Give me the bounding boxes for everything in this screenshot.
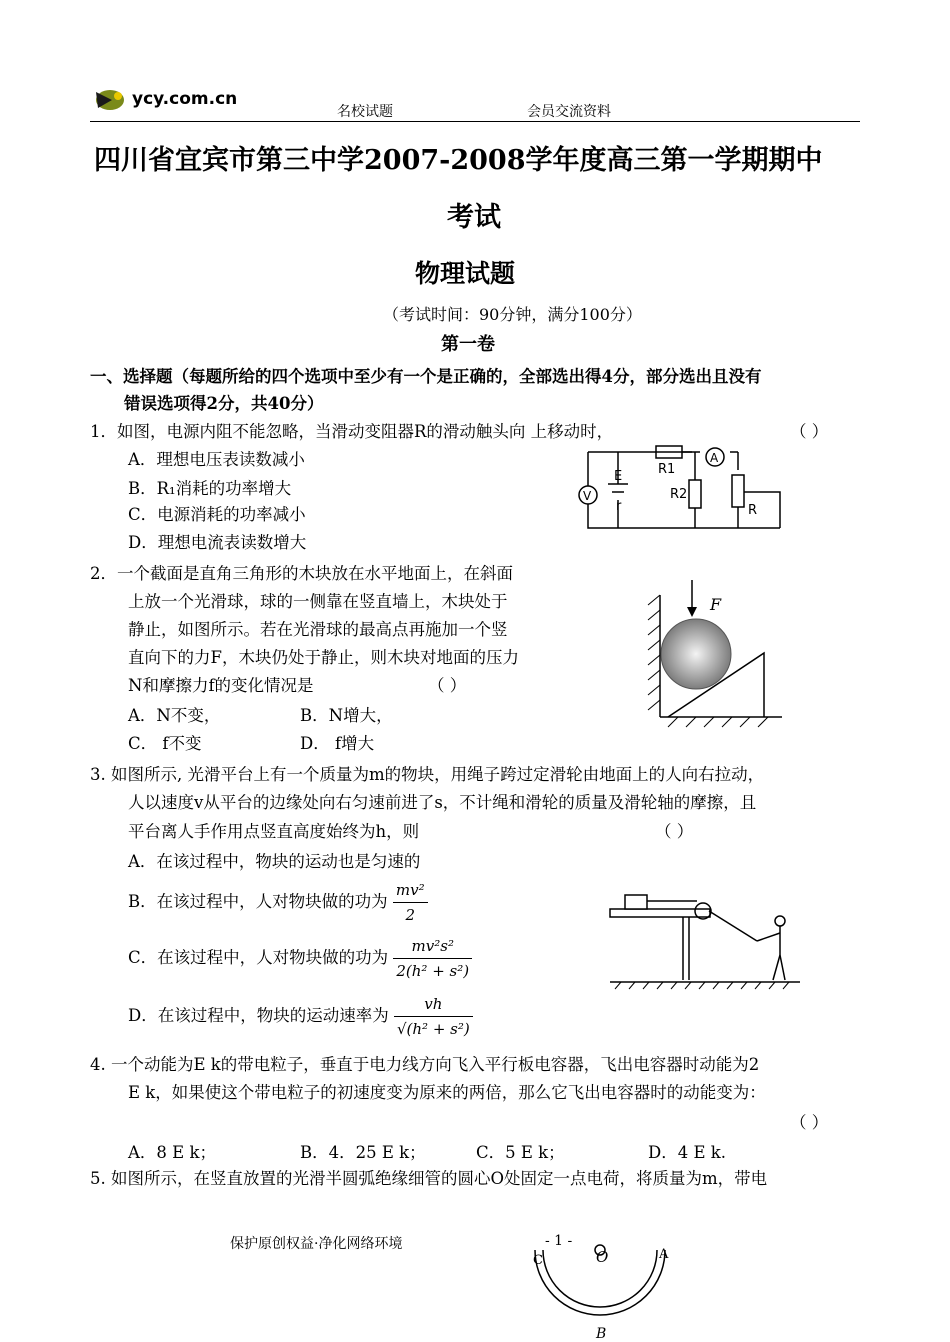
- header-right-label: 会员交流资料: [527, 104, 611, 120]
- q3-option-c-text: C．在该过程中，人对物块做的功为: [128, 948, 389, 967]
- q3-line3: 平台离人手作用点竖直高度始终为h，则: [128, 822, 420, 841]
- q4-option-c: C．5 E k；: [476, 1143, 565, 1162]
- q3-pulley-diagram: [605, 885, 805, 995]
- section-heading-line2: 错误选项得2分，共40分）: [124, 394, 324, 413]
- force-label: F: [710, 595, 722, 614]
- internal-resistance-label: r: [616, 499, 622, 514]
- q2-line4: 直向下的力F，木块仍处于静止，则木块对地面的压力: [128, 648, 519, 667]
- q1-option-b: B．R₁消耗的功率增大: [128, 479, 292, 498]
- q1-option-c: C．电源消耗的功率减小: [128, 505, 306, 524]
- page-title-line1: 四川省宜宾市第三中学2007-2008学年度高三第一学期期中: [94, 145, 823, 176]
- q3-option-b-text: B．在该过程中，人对物块做的功为: [128, 892, 388, 911]
- q3-line1: 3. 如图所示, 光滑平台上有一个质量为m的物块，用绳子跨过定滑轮由地面上的人向右拉动，: [90, 765, 765, 784]
- q2-bracket: （ ）: [428, 676, 467, 695]
- q3-option-c: [128, 934, 472, 983]
- header-left-label: 名校试题: [337, 104, 393, 120]
- exam-info: （考试时间：90分钟，满分100分）: [383, 305, 642, 324]
- section-heading-line1: 一、选择题（每题所给的四个选项中至少有一个是正确的，全部选出得4分，部分选出且没有: [90, 367, 762, 386]
- bottom-label-b: B: [596, 1326, 607, 1342]
- logo-text: ycy.com.cn: [132, 89, 238, 109]
- logo-bird-icon: [92, 82, 132, 114]
- rheostat-label: R: [748, 503, 758, 518]
- q3-bracket: （ ）: [655, 822, 694, 841]
- q3-option-d-denominator: √(h² + s²): [396, 1020, 470, 1038]
- q2-ball-wedge-diagram: [640, 575, 790, 730]
- page-title-line2: 考试: [447, 202, 501, 233]
- footer-slogan: 保护原创权益·净化网络环境: [230, 1236, 403, 1252]
- q4-option-d: D．4 E k.: [648, 1143, 727, 1162]
- q2-line2: 上放一个光滑球，球的一侧靠在竖直墙上，木块处于: [128, 592, 508, 611]
- ammeter-label: A: [710, 451, 719, 465]
- q1-option-d: D．理想电流表读数增大: [128, 533, 307, 552]
- q2-option-a: A．N不变，: [128, 706, 221, 725]
- q1-stem: 1．如图，电源内阻不能忽略，当滑动变阻器R的滑动触头向 上移动时，: [90, 422, 614, 441]
- q3-option-c-fraction: [393, 934, 472, 983]
- page-number: - 1 -: [545, 1233, 573, 1249]
- center-label-o: O: [596, 1248, 609, 1266]
- q3-option-d-numerator: vh: [394, 992, 473, 1017]
- q4-option-a: A．8 E k；: [128, 1143, 216, 1162]
- q3-option-a: A．在该过程中，物块的运动也是匀速的: [128, 852, 421, 871]
- emf-label: E: [614, 469, 623, 484]
- q5-line1: 5. 如图所示，在竖直放置的光滑半圆弧绝缘细管的圆心O处固定一点电荷，将质量为m，带电: [90, 1169, 768, 1188]
- subject-title: 物理试题: [415, 259, 516, 288]
- volume-title: 第一卷: [441, 334, 495, 355]
- q4-bracket: （ ）: [790, 1113, 829, 1132]
- q2-option-b: B．N增大，: [300, 706, 393, 725]
- right-label-a: A: [659, 1247, 669, 1262]
- q2-line3: 静止，如图所示。若在光滑球的最高点再施加一个竖: [128, 620, 508, 639]
- q3-option-b-denominator: 2: [405, 906, 416, 924]
- q3-line2: 人以速度v从平台的边缘处向右匀速前进了s，不计绳和滑轮的质量及滑轮轴的摩擦，且: [128, 793, 757, 812]
- q5-semicircle-tube-diagram: [525, 1240, 675, 1342]
- logo: [92, 82, 132, 118]
- q3-option-b: [128, 878, 428, 927]
- q3-option-d-text: D．在该过程中，物块的运动速率为: [128, 1006, 389, 1025]
- q3-option-c-numerator: mv²s²: [393, 934, 472, 959]
- q1-option-a: A．理想电压表读数减小: [128, 450, 305, 469]
- left-label-c: C: [533, 1253, 543, 1268]
- q2-option-d: D． f增大: [300, 734, 375, 753]
- r2-label: R2: [670, 487, 688, 502]
- q4-option-b: B．4．25 E k；: [300, 1143, 426, 1162]
- q2-line1: 2．一个截面是直角三角形的木块放在水平地面上，在斜面: [90, 564, 513, 583]
- q1-bracket: （ ）: [790, 422, 829, 441]
- q3-option-c-denominator: 2(h² + s²): [396, 962, 470, 980]
- q4-line2: E k，如果使这个带电粒子的初速度变为原来的两倍，那么它飞出电容器时的动能变为：: [128, 1083, 766, 1102]
- q3-option-d: [128, 992, 473, 1041]
- q4-line1: 4. 一个动能为E k的带电粒子，垂直于电力线方向飞入平行板电容器，飞出电容器时动能为2: [90, 1055, 760, 1074]
- q3-option-b-fraction: [393, 878, 428, 927]
- q2-option-c: C． f不变: [128, 734, 202, 753]
- voltmeter-label: V: [583, 489, 592, 503]
- header-divider: [90, 121, 860, 122]
- q3-option-b-numerator: mv²: [393, 878, 428, 903]
- q1-circuit-diagram: [570, 440, 790, 540]
- r1-label: R1: [658, 462, 676, 477]
- q3-option-d-fraction: [394, 992, 473, 1041]
- q2-line5: N和摩擦力f的变化情况是: [128, 676, 314, 695]
